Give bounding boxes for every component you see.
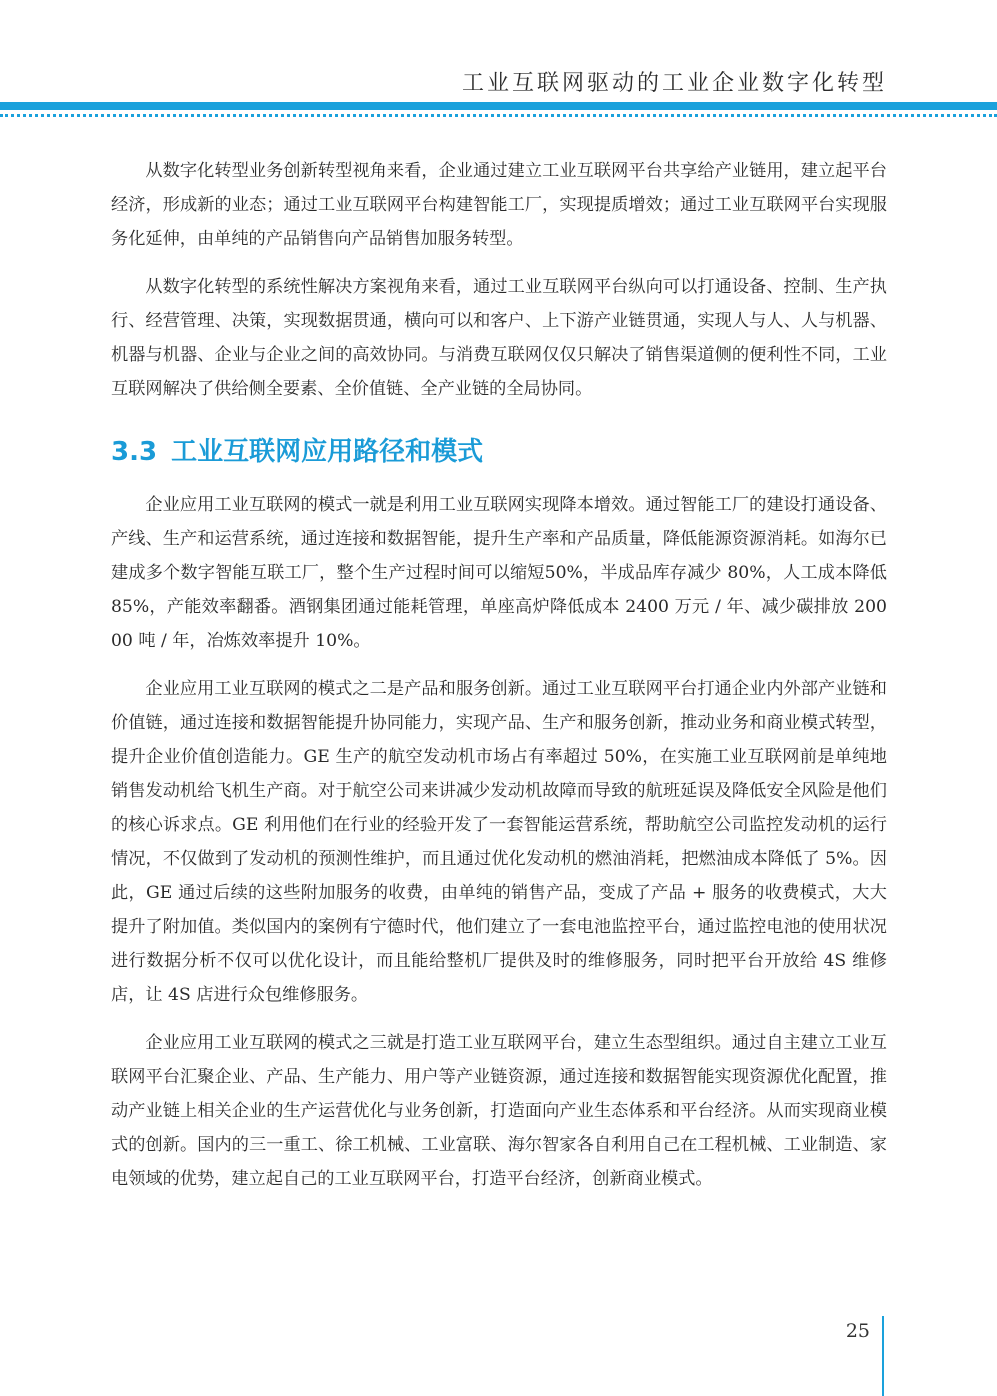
- body-paragraph: 从数字化转型的系统性解决方案视角来看，通过工业互联网平台纵向可以打通设备、控制、生产执行、经营管理、决策，实现数据贯通，横向可以和客户、上下游产业链贯通，实现人与人、人与机器、机器与机器、企业与企业之间的高效协同。与消费互联网仅仅只解决了销售渠道侧的便利性不同，工业互联网解决了供给侧全要素、全价值链、全产业链的全局协同。: [111, 277, 887, 399]
- running-header-title: 工业互联网驱动的工业企业数字化转型: [461, 71, 887, 96]
- page-number: 25: [845, 1320, 870, 1342]
- header-dotted-rule: [0, 114, 997, 117]
- body-paragraph: 企业应用工业互联网的模式之二是产品和服务创新。通过工业互联网平台打通企业内外部产业链和价值链，通过连接和数据智能提升协同能力，实现产品、生产和服务创新，推动业务和商业模式转型，提升企业价值创造能力。GE 生产的航空发动机市场占有率超过 50%，在实施工业互联网前是单纯地销售发动机给飞机生产商。对于航空公司来讲减少发动机故障而导致的航班延误及降低安全风险是他们的核心诉求点。GE 利用他们在行业的经验开发了一套智能运营系统，帮助航空公司监控发动机的运行情况，不仅做到了发动机的预测性维护，而且通过优化发动机的燃油消耗，把燃油成本降低了 5%。因此，GE 通过后续的这些附加服务的收费，由单纯的销售产品，变成了产品 + 服务的收费模式，大大提升了附加值。类似国内的案例有宁德时代，他们建立了一套电池监控平台，通过监控电池的使用状况进行数据分析不仅可以优化设计，而且能给整机厂提供及时的维修服务，同时把平台开放给 4S 维修店，让 4S 店进行众包维修服务。: [111, 679, 887, 1005]
- page-body: [111, 154, 887, 1210]
- header-accent-bar: [0, 102, 997, 110]
- body-paragraph: 企业应用工业互联网的模式一就是利用工业互联网实现降本增效。通过智能工厂的建设打通设备、产线、生产和运营系统，通过连接和数据智能，提升生产率和产品质量，降低能源资源消耗。如海尔已建成多个数字智能互联工厂，整个生产过程时间可以缩短50%，半成品库存减少 80%，人工成本降低 85%，产能效率翻番。酒钢集团通过能耗管理，单座高炉降低成本 2400 万元 / 年、减少碳排放 20000 吨 / 年，冶炼效率提升 10%。: [111, 495, 887, 651]
- body-paragraph: 从数字化转型业务创新转型视角来看，企业通过建立工业互联网平台共享给产业链用，建立起平台经济，形成新的业态；通过工业互联网平台构建智能工厂，实现提质增效；通过工业互联网平台实现服务化延伸，由单纯的产品销售向产品销售加服务转型。: [111, 161, 887, 249]
- section-number: 3.3: [111, 437, 158, 467]
- section-heading: [111, 432, 887, 472]
- page-number-rule: [882, 1316, 884, 1396]
- section-title: 工业互联网应用路径和模式: [171, 437, 484, 467]
- body-paragraph: 企业应用工业互联网的模式之三就是打造工业互联网平台，建立生态型组织。通过自主建立工业互联网平台汇聚企业、产品、生产能力、用户等产业链资源，通过连接和数据智能实现资源优化配置，推动产业链上相关企业的生产运营优化与业务创新，打造面向产业生态体系和平台经济。从而实现商业模式的创新。国内的三一重工、徐工机械、工业富联、海尔智家各自利用自己在工程机械、工业制造、家电领域的优势，建立起自己的工业互联网平台，打造平台经济，创新商业模式。: [111, 1033, 887, 1189]
